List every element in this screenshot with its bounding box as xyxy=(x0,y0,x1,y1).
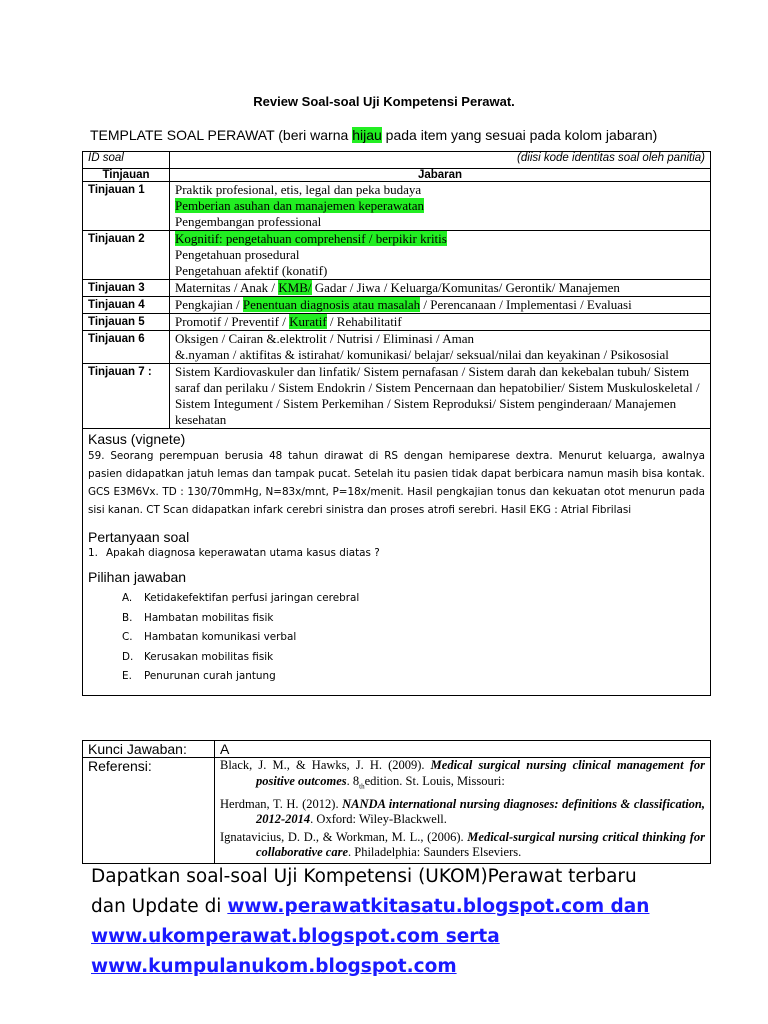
template-instruction-prefix: TEMPLATE SOAL PERAWAT (beri warna xyxy=(90,127,353,143)
reference-publisher: . Philadelphia: Saunders Elseviers. xyxy=(348,845,522,859)
tinjauan-label: Tinjauan 4 xyxy=(83,297,170,314)
question-template-table xyxy=(82,151,711,696)
pilihan-heading: Pilihan jawaban xyxy=(88,569,187,585)
reference-item xyxy=(220,830,705,861)
referensi-list xyxy=(215,758,711,864)
tinjauan-row-4 xyxy=(83,297,711,314)
document-title: Review Soal-soal Uji Kompetensi Perawat. xyxy=(253,94,515,109)
tinjauan-content xyxy=(170,231,711,280)
answer-reference-table xyxy=(82,740,711,864)
tinjauan-content xyxy=(170,331,711,364)
tinjauan-text: / Perencanaan / Implementasi / Evaluasi xyxy=(420,297,632,312)
kasus-text: 59. Seorang perempuan berusia 48 tahun dirawat di RS dengan hemiparese dextra. Menurut keluarga, awalnya pasien didapatkan jatuh lemas dan tampak pucat. Setelah itu pasien tidak dapat berbicara namun masih bisa kontak. GCS E3M6Vx. TD : 130/70mmHg, N=83x/mnt, P=18x/menit. Hasil pengkajian tonus dan kekuatan otot menurun pada sisi kanan. CT Scan didapatkan infark cerebri sinistra dan proses atrofi serebri. Hasil EKG : Atrial Fibrilasi xyxy=(88,450,705,516)
option-letter: E. xyxy=(122,670,132,682)
referensi-label: Referensi: xyxy=(83,758,215,864)
reference-authors: Ignatavicius, D. D., & Workman, M. L., (2006). xyxy=(220,829,468,844)
tinjauan-line: Oksigen / Cairan &.elektrolit / Nutrisi / Eliminasi / Aman xyxy=(175,331,474,346)
tinjauan-content xyxy=(170,314,711,331)
option-letter: A. xyxy=(122,592,133,604)
kasus-row xyxy=(83,429,711,696)
option-letter: C. xyxy=(122,631,133,643)
reference-authors: Herdman, T. H. (2012). xyxy=(220,796,343,811)
template-instruction-highlight: hijau xyxy=(352,127,382,143)
tinjauan-content: Sistem Kardiovaskuler dan linfatik/ Sistem pernafasan / Sistem darah dan kekebalan tubuh/ Sistem saraf dan perilaku / Sistem Endokrin / Sistem Pencernaan dan hepatobilier/ Sistem Muskuloskeletal / Sistem Integument / Sistem Perkemihan / Sistem Reproduksi/ Sistem penginderaan/ Manajemen kesehatan xyxy=(170,364,711,429)
kunci-value: A xyxy=(215,741,711,758)
tinjauan-content xyxy=(170,280,711,297)
option-text: Hambatan mobilitas fisik xyxy=(144,611,274,624)
kunci-label: Kunci Jawaban: xyxy=(83,741,215,758)
tinjauan-highlight: Kuratif xyxy=(289,314,327,329)
id-row xyxy=(83,152,711,169)
tinjauan-highlight: KMB/ xyxy=(278,280,312,295)
reference-superscript: th xyxy=(359,782,365,790)
tinjauan-label: Tinjauan 3 xyxy=(83,280,170,297)
tinjauan-row-2 xyxy=(83,231,711,280)
option-text: Ketidakefektifan perfusi jaringan cerebral xyxy=(144,592,360,604)
promo-line xyxy=(91,892,731,922)
tinjauan-text: Promotif / Preventif / xyxy=(175,314,290,329)
tinjauan-label: Tinjauan 5 xyxy=(83,314,170,331)
tinjauan-label: Tinjauan 6 xyxy=(83,331,170,364)
header-tinjauan: Tinjauan xyxy=(83,169,170,182)
tinjauan-text: / Rehabilitatif xyxy=(326,314,402,329)
header-row xyxy=(83,169,711,182)
tinjauan-text: Maternitas / Anak / xyxy=(175,280,279,295)
reference-title: Medical surgical nursing clinical management for positive outcomes xyxy=(256,758,705,788)
question-number: 1. xyxy=(88,547,98,559)
reference-authors: Black, J. M., & Hawks, J. H. (2009). xyxy=(220,758,431,772)
kasus-cell xyxy=(83,429,711,696)
reference-publisher: . Oxford: Wiley-Blackwell. xyxy=(310,812,447,826)
answer-option xyxy=(122,609,705,629)
reference-item xyxy=(220,758,705,795)
tinjauan-line: Pengetahuan prosedural xyxy=(175,247,300,262)
tinjauan-line-highlighted: Pemberian asuhan dan manajemen keperawatan xyxy=(175,198,425,213)
tinjauan-row-6 xyxy=(83,331,711,364)
answer-option xyxy=(122,628,705,648)
answer-option xyxy=(122,667,705,687)
answer-option xyxy=(122,589,705,609)
question-text: Apakah diagnosa keperawatan utama kasus diatas ? xyxy=(106,547,380,559)
tinjauan-label: Tinjauan 7 : xyxy=(83,364,170,429)
option-text: Hambatan komunikasi verbal xyxy=(144,631,297,643)
promo-line: Dapatkan soal-soal Uji Kompetensi (UKOM)Perawat terbaru xyxy=(91,866,637,887)
tinjauan-content xyxy=(170,182,711,231)
tinjauan-line: Pengetahuan afektif (konatif) xyxy=(175,263,328,278)
tinjauan-row-7 xyxy=(83,364,711,429)
tinjauan-label: Tinjauan 2 xyxy=(83,231,170,280)
option-letter: B. xyxy=(122,611,133,624)
reference-title: Medical-surgical nursing critical thinking for collaborative care xyxy=(256,829,705,859)
tinjauan-label: Tinjauan 1 xyxy=(83,182,170,231)
tinjauan-row-5 xyxy=(83,314,711,331)
tinjauan-row-1 xyxy=(83,182,711,231)
tinjauan-line: &.nyaman / aktifitas & istirahat/ komunikasi/ belajar/ seksual/nilai dan keyakinan / Psikososial xyxy=(175,347,669,362)
answer-options xyxy=(88,589,705,687)
link-ukomperawat[interactable]: www.ukomperawat.blogspot.com serta xyxy=(91,926,500,947)
reference-publisher: edition. St. Louis, Missouri: xyxy=(364,773,505,788)
tinjauan-text: Pengkajian / xyxy=(175,297,243,312)
pertanyaan-heading: Pertanyaan soal xyxy=(88,529,190,545)
kunci-row xyxy=(83,741,711,758)
tinjauan-line-highlighted: Kognitif: pengetahuan comprehensif / berpikir kritis xyxy=(175,231,447,246)
tinjauan-highlight: Penentuan diagnosis atau masalah xyxy=(242,297,421,312)
kasus-heading: Kasus (vignete) xyxy=(88,431,186,447)
reference-text: . 8 xyxy=(346,773,360,788)
promo-prefix: dan Update di xyxy=(91,896,228,917)
link-perawatkitasatu[interactable]: www.perawatkitasatu.blogspot.com dan xyxy=(227,896,650,917)
referensi-row xyxy=(83,758,711,864)
reference-title: NANDA international nursing diagnoses: definitions & classification, 2012-2014 xyxy=(256,796,706,826)
answer-option xyxy=(122,648,705,668)
option-text: Kerusakan mobilitas fisik xyxy=(144,650,274,663)
id-soal-label: ID soal xyxy=(83,152,170,169)
promo-text xyxy=(91,862,731,982)
option-text: Penurunan curah jantung xyxy=(144,670,276,682)
template-instruction xyxy=(90,127,657,143)
id-soal-note: (diisi kode identitas soal oleh panitia) xyxy=(170,152,711,169)
link-kumpulanukom[interactable]: www.kumpulanukom.blogspot.com xyxy=(91,956,457,977)
tinjauan-line: Pengembangan professional xyxy=(175,214,322,229)
tinjauan-row-3 xyxy=(83,280,711,297)
option-letter: D. xyxy=(122,650,134,663)
question-item xyxy=(88,547,705,559)
tinjauan-line: Praktik profesional, etis, legal dan peka budaya xyxy=(175,182,422,197)
tinjauan-text: Gadar / Jiwa / Keluarga/Komunitas/ Gerontik/ Manajemen xyxy=(311,280,620,295)
template-instruction-suffix: pada item yang sesuai pada kolom jabaran) xyxy=(381,127,658,143)
header-jabaran: Jabaran xyxy=(170,169,711,182)
tinjauan-content xyxy=(170,297,711,314)
reference-item xyxy=(220,797,705,828)
